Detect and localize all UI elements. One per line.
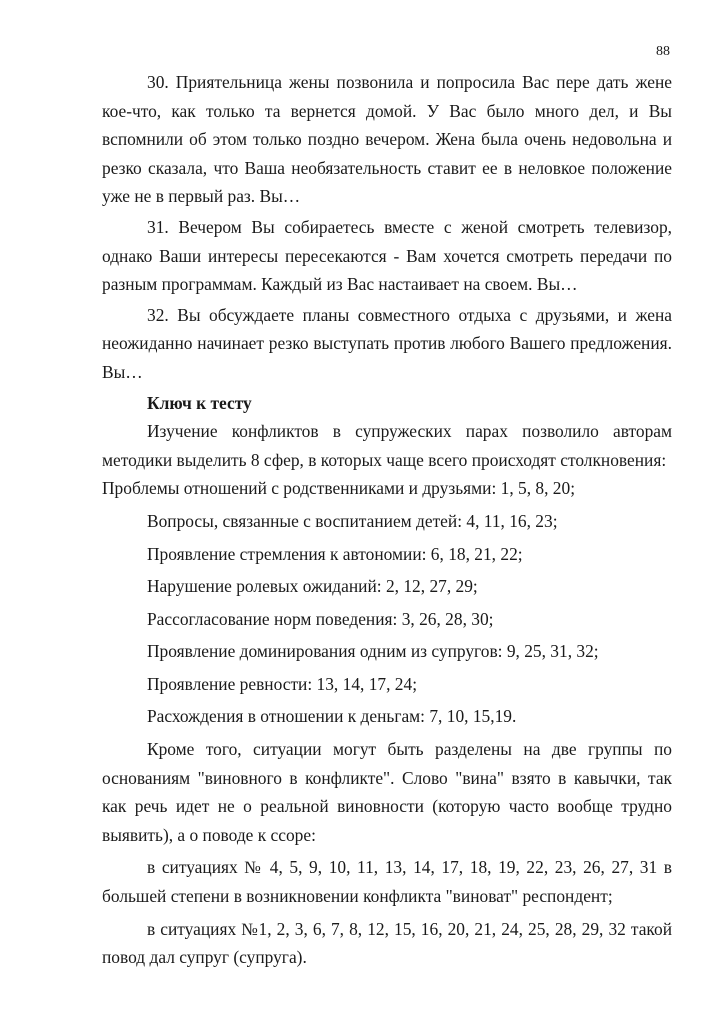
key-intro: Изучение конфликтов в супружеских парах позволило авторам методики выделить 8 сфер, в которых чаще всего происходят столкновения: [102,421,672,470]
group-spouse: в ситуациях №1, 2, 3, 6, 7, 8, 12, 15, 16, 20, 21, 24, 25, 28, 29, 32 такой повод дал супруг (супруга). [102,918,672,968]
groups-intro: Кроме того, ситуации могут быть разделены на две группы по основаниям "виновного в конфликте". Слово "вина" взято в кавычки, так как речь идет не о реальной виновности (которую часто вообще трудно выявить), а о поводе к ссоре: [102,739,672,845]
sphere-item-money: Расхождения в отношении к деньгам: 7, 10, 15,19. [147,706,517,727]
sphere-list [102,507,672,731]
sphere-relatives: Проблемы отношений с родственниками и друзьями: 1, 5, 8, 20; [102,478,576,499]
sphere-item-children: Вопросы, связанные с воспитанием детей: 4, 11, 16, 23; [147,510,558,531]
question-31: 31. Вечером Вы собираетесь вместе с женой смотреть телевизор, однако Ваши интересы пересекаются - Вам хочется смотреть передачи по разным программам. Каждый из Вас настаивает на своем. Вы… [102,216,672,295]
sphere-item-norms: Рассогласование норм поведения: 3, 26, 28, 30; [147,608,494,629]
key-heading: Ключ к тесту [147,392,252,413]
question-32: 32. Вы обсуждаете планы совместного отдыха с друзьями, и жена неожиданно начинает резко выступать против любого Вашего предложения. Вы… [102,304,672,382]
sphere-item-autonomy: Проявление стремления к автономии: 6, 18, 21, 22; [147,543,523,564]
sphere-item-roles: Нарушение ролевых ожиданий: 2, 12, 27, 29; [147,576,478,597]
sphere-item-dominance: Проявление доминирования одним из супругов: 9, 25, 31, 32; [147,641,599,662]
sphere-item-jealousy: Проявление ревности: 13, 14, 17, 24; [147,673,418,694]
document-body [102,68,672,972]
question-30: 30. Приятельница жены позвонила и попросила Вас пере дать жене кое-что, как только та вернется домой. У Вас было много дел, и Вы вспомнили об этом только поздно вечером. Жена была очень недовольна и резко сказала, что Ваша необязательность ставит ее в неловкое положение уже не в первый раз. Вы… [102,72,672,207]
page-number: 88 [656,44,670,59]
group-respondent: в ситуациях № 4, 5, 9, 10, 11, 13, 14, 17, 18, 19, 22, 23, 26, 27, 31 в большей степени в возникновении конфликта "виноват" респондент; [102,857,672,907]
